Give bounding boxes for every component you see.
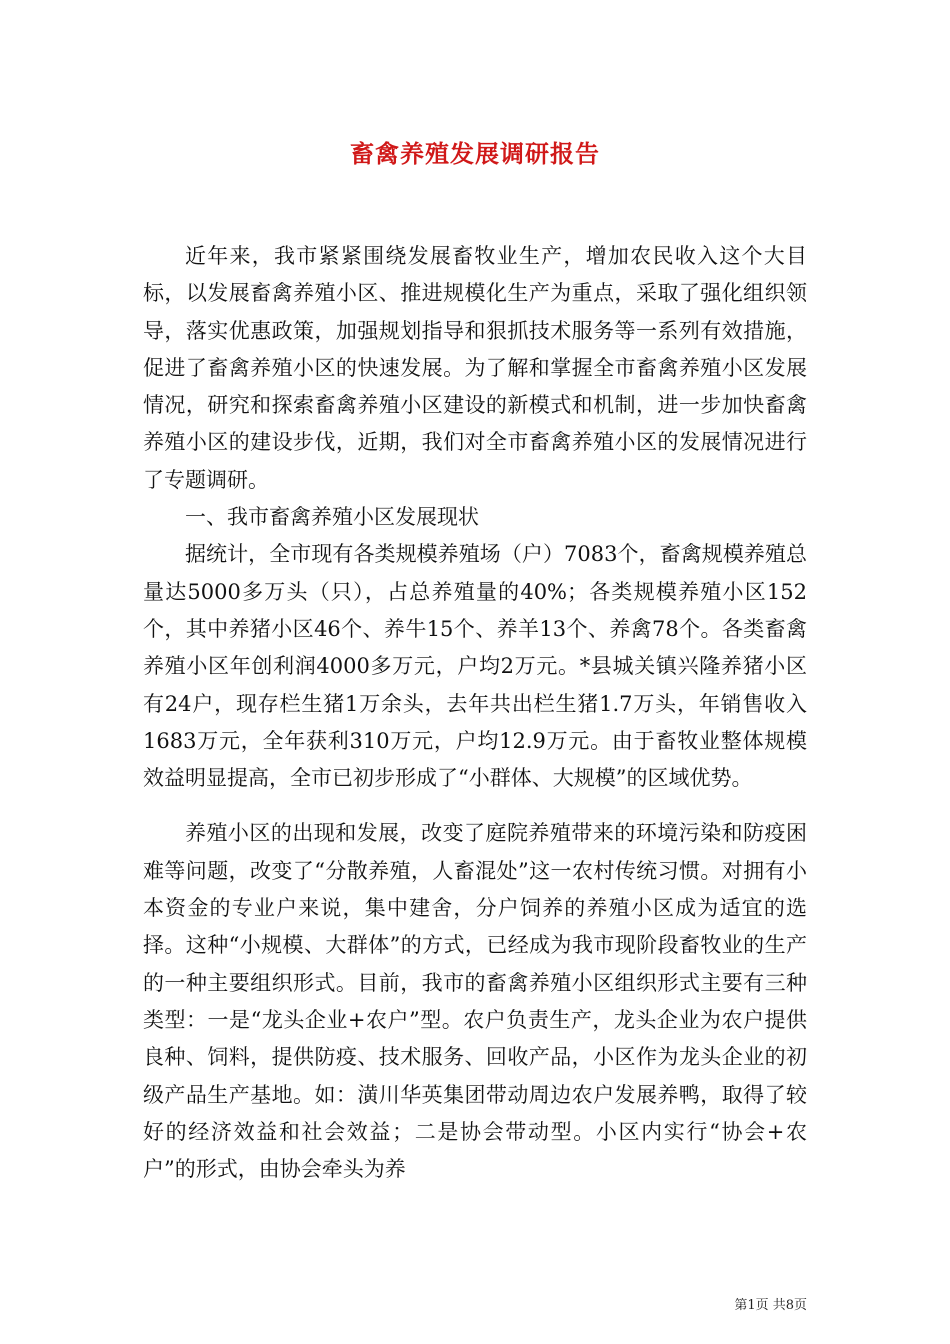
section-heading-1: 一、我市畜禽养殖小区发展现状	[185, 505, 479, 530]
page-number: 第1页 共8页	[734, 1298, 807, 1313]
paragraph-statistics: 据统计，全市现有各类规模养殖场（户）7083个，畜禽规模养殖总量达5000多万头（只），占总养殖量的40%；各类规模养殖小区152个，其中养猪小区46个、养牛15个、养羊13个、养禽78个。各类畜禽养殖小区年创利润4000多万元，户均2万元。*县城关镇兴隆养猪小区有24户，现存栏生猪1万余头，去年共出栏生猪1.7万头，年销售收入1683万元，全年获利310万元，户均12.9万元。由于畜牧业整体规模效益明显提高，全市已初步形成了“小群体、大规模”的区域优势。	[143, 542, 807, 791]
document-title: 畜禽养殖发展调研报告	[350, 140, 600, 168]
document-body	[143, 238, 807, 1188]
paragraph-organization-types: 养殖小区的出现和发展，改变了庭院养殖带来的环境污染和防疫困难等问题，改变了“分散养殖，人畜混处”这一农村传统习惯。对拥有小本资金的专业户来说，集中建舍，分户饲养的养殖小区成为适宜的选择。这种“小规模、大群体”的方式，已经成为我市现阶段畜牧业的生产的一种主要组织形式。目前，我市的畜禽养殖小区组织形式主要有三种类型：一是“龙头企业+农户”型。农户负责生产，龙头企业为农户提供良种、饲料，提供防疫、技术服务、回收产品，小区作为龙头企业的初级产品生产基地。如：潢川华英集团带动周边农户发展养鸭，取得了较好的经济效益和社会效益；二是协会带动型。小区内实行“协会+农户”的形式，由协会牵头为养	[143, 821, 807, 1182]
paragraph-intro: 近年来，我市紧紧围绕发展畜牧业生产，增加农民收入这个大目标，以发展畜禽养殖小区、推进规模化生产为重点，采取了强化组织领导，落实优惠政策，加强规划指导和狠抓技术服务等一系列有效措施，促进了畜禽养殖小区的快速发展。为了解和掌握全市畜禽养殖小区发展情况，研究和探索畜禽养殖小区建设的新模式和机制，进一步加快畜禽养殖小区的建设步伐，近期，我们对全市畜禽养殖小区的发展情况进行了专题调研。	[143, 244, 807, 492]
